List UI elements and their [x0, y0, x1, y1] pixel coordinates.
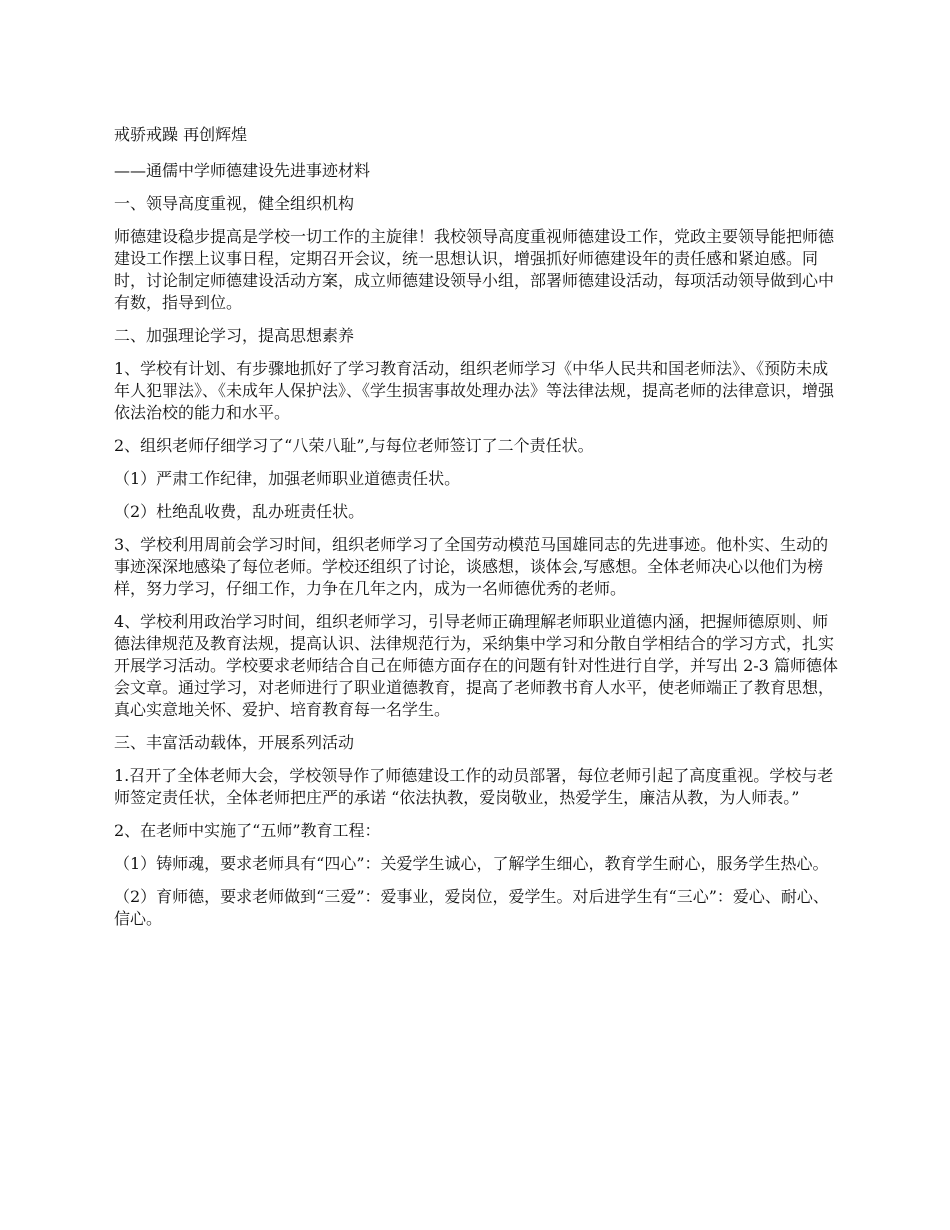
paragraph: 2、在老师中实施了“五师”教育工程： — [114, 821, 381, 840]
paragraph: 1.召开了全体老师大会，学校领导作了师德建设工作的动员部署，每位老师引起了高度重视。学校与老师签定责任状，全体老师把庄严的承诺 “依法执教，爱岗敬业，热爱学生，廉洁从教，为人师表。” — [114, 766, 834, 807]
paragraph: 3、学校利用周前会学习时间，组织老师学习了全国劳动模范马国雄同志的先进事迹。他朴实、生动的事迹深深地感染了每位老师。学校还组织了讨论，谈感想，谈体会,写感想。全体老师决心以他们为榜样，努力学习，仔细工作，力争在几年之内，成为一名师德优秀的老师。 — [114, 535, 829, 598]
document-page — [114, 124, 842, 941]
list-item: （2）育师德，要求老师做到“三爱”：爱事业，爱岗位，爱学生。对后进学生有“三心”：爱心、耐心、信心。 — [114, 887, 829, 928]
paragraph: 2、组织老师仔细学习了“八荣八耻”,与每位老师签订了二个责任状。 — [114, 436, 594, 455]
paragraph: 师德建设稳步提高是学校一切工作的主旋律！我校领导高度重视师德建设工作，党政主要领导能把师德建设工作摆上议事日程，定期召开会议，统一思想认识，增强抓好师德建设年的责任感和紧迫感。同时，讨论制定师德建设活动方案，成立师德建设领导小组，部署师德建设活动，每项活动领导做到心中有数，指导到位。 — [114, 227, 835, 312]
document-subtitle: ——通儒中学师德建设先进事迹材料 — [114, 161, 371, 180]
document-title: 戒骄戒躁 再创辉煌 — [114, 125, 248, 144]
list-item: （2）杜绝乱收费，乱办班责任状。 — [114, 502, 365, 521]
section-heading-3: 三、丰富活动载体，开展系列活动 — [114, 733, 355, 752]
paragraph: 4、学校利用政治学习时间，组织老师学习，引导老师正确理解老师职业道德内涵，把握师德原则、师德法律规范及教育法规，提高认识、法律规范行为，采纳集中学习和分散自学相结合的学习方式，扎实开展学习活动。学校要求老师结合自己在师德方面存在的问题有针对性进行自学，并写出 2-3 篇师德体会文章。通过学习，对老师进行了职业道德教育，提高了老师教书育人水平，使老师端正了教育思想，真心实意地关怀、爱护、培育教育每一名学生。 — [114, 612, 838, 719]
list-item: （1）铸师魂，要求老师具有“四心”：关爱学生诚心，了解学生细心，教育学生耐心，服务学生热心。 — [114, 854, 829, 873]
section-heading-1: 一、领导高度重视，健全组织机构 — [114, 194, 355, 213]
section-heading-2: 二、加强理论学习，提高思想素养 — [114, 326, 355, 345]
list-item: （1）严肃工作纪律，加强老师职业道德责任状。 — [114, 469, 461, 488]
paragraph: 1、学校有计划、有步骤地抓好了学习教育活动，组织老师学习《中华人民共和国老师法》、《预防未成年人犯罪法》、《未成年人保护法》、《学生损害事故处理办法》等法律法规，提高老师的法律意识，增强依法治校的能力和水平。 — [114, 359, 835, 422]
